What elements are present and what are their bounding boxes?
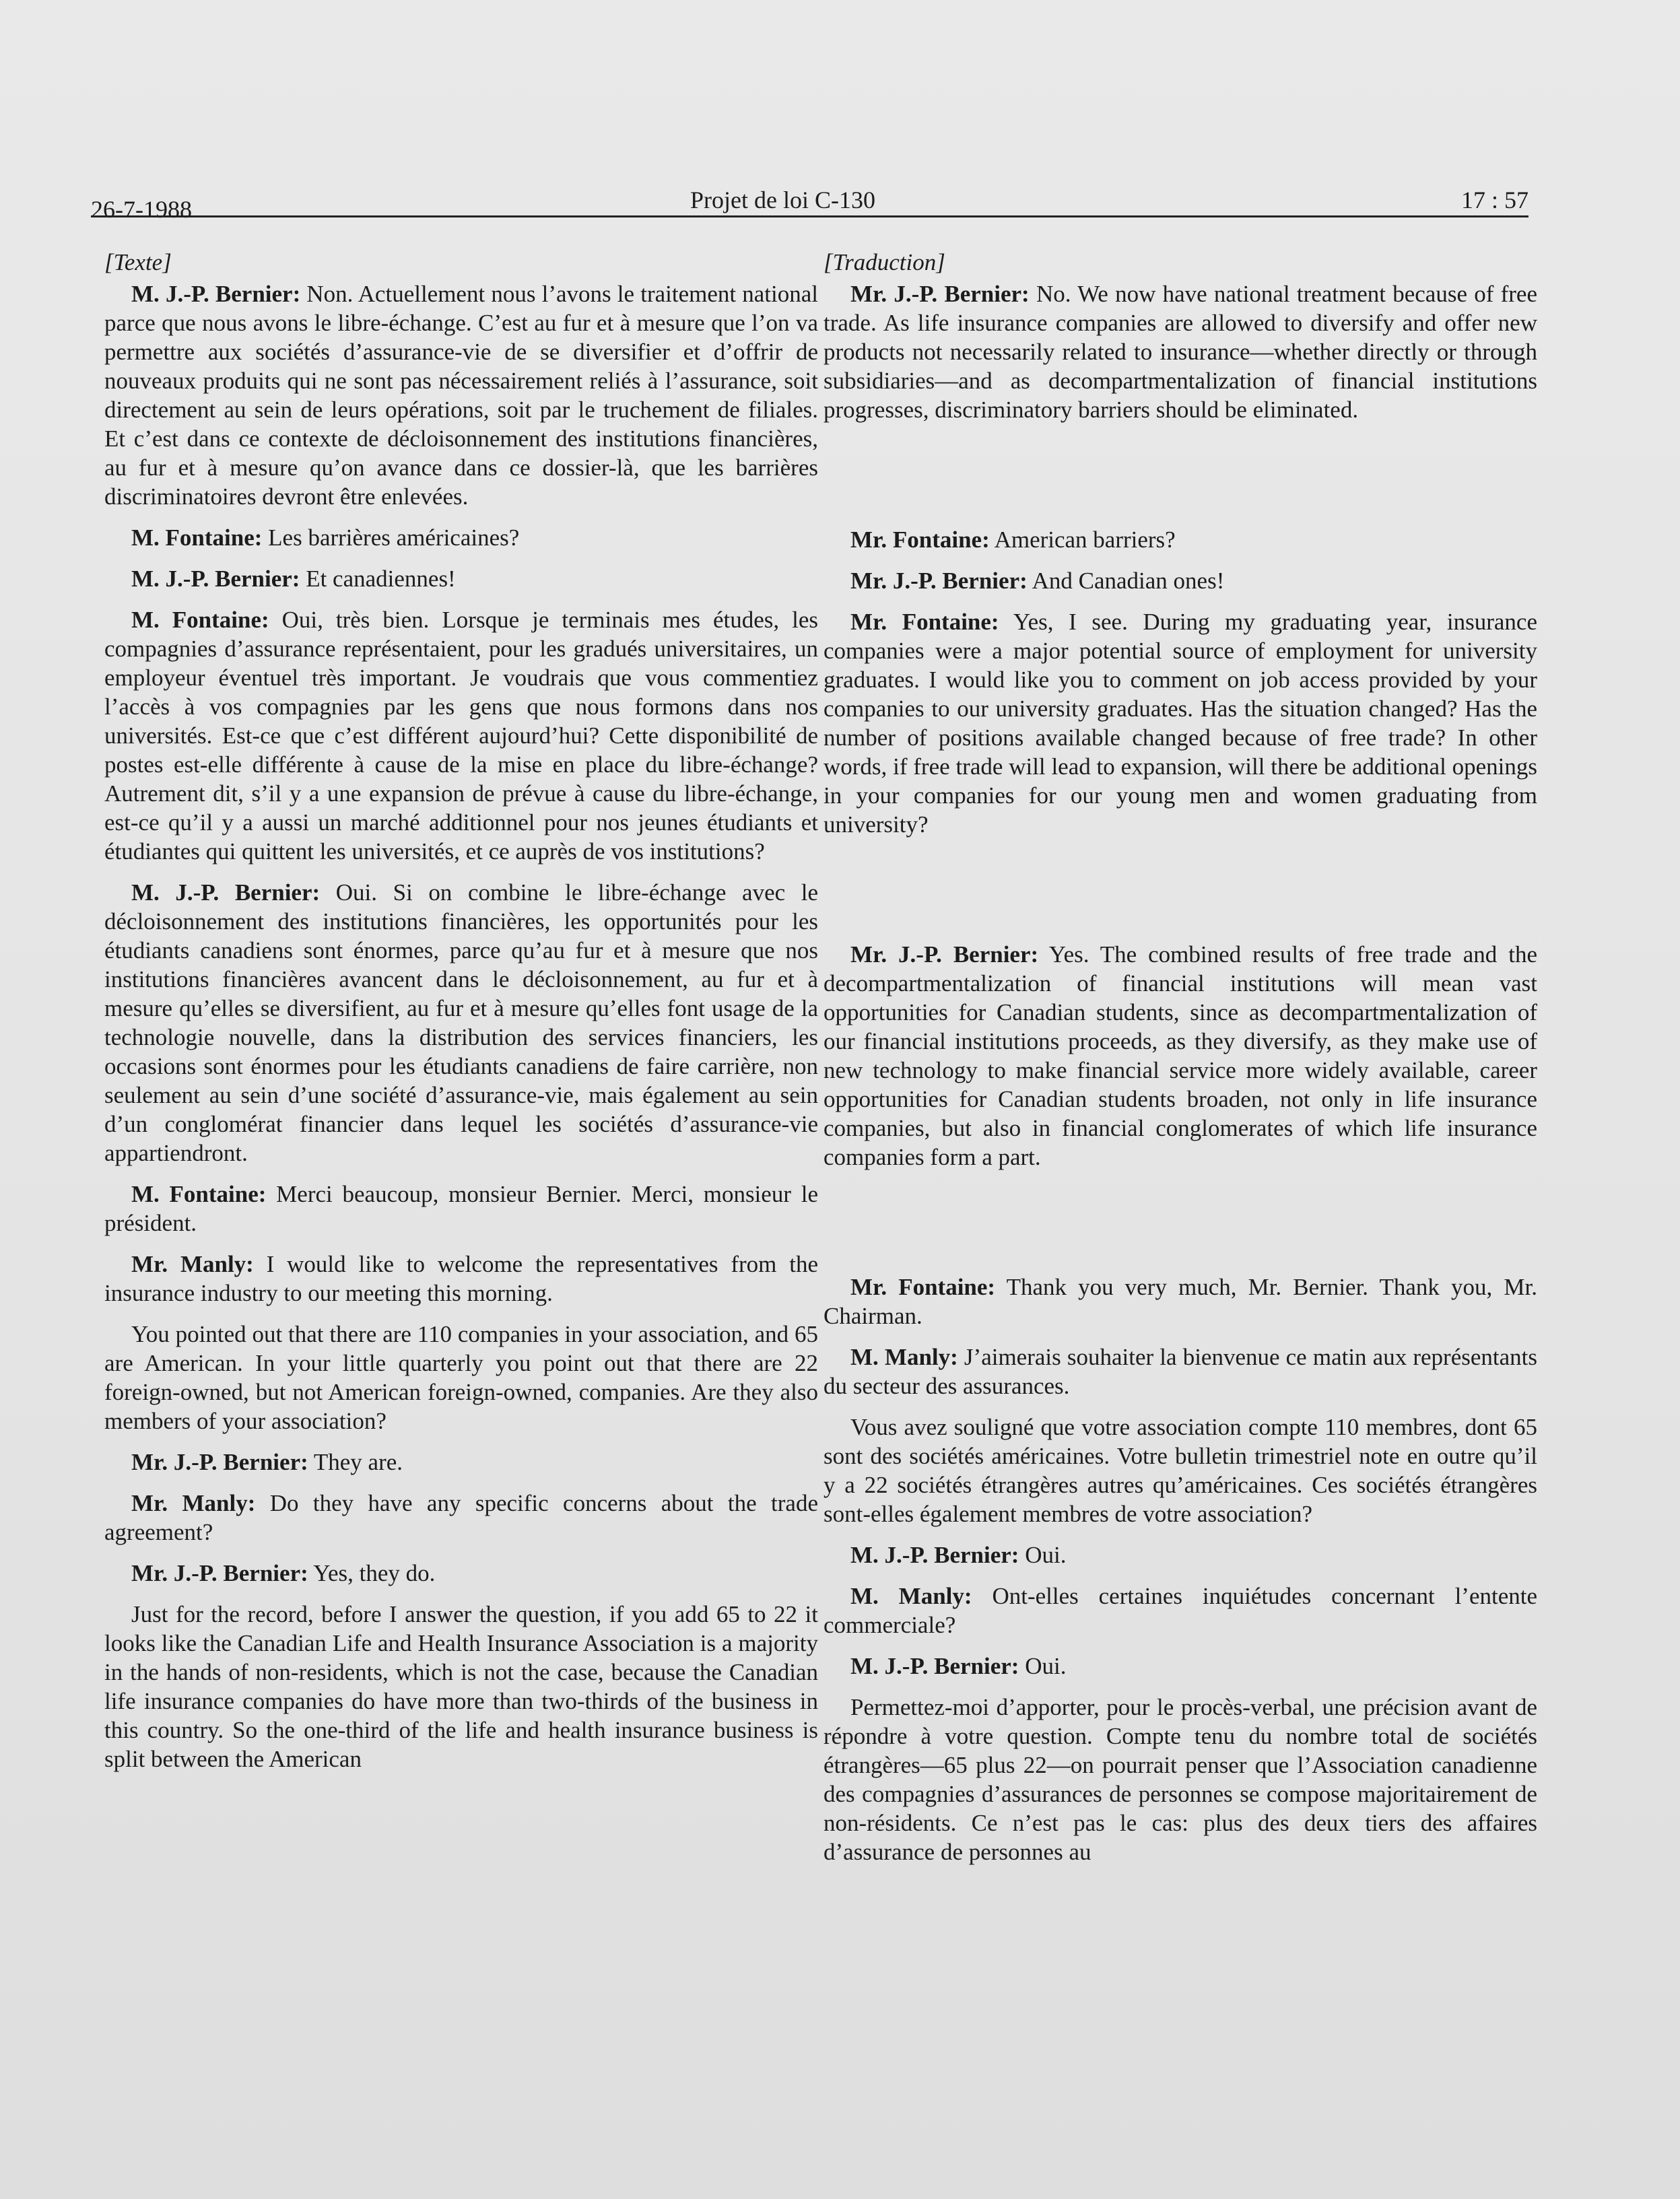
paragraph-text: Thank you very much, Mr. Bernier. Thank you, Mr. Chairman.	[824, 1274, 1537, 1329]
header-page-number: 17 : 57	[1460, 187, 1528, 213]
paragraph-text: Oui.	[1019, 1653, 1067, 1679]
paragraph-text: Vous avez souligné que votre association compte 110 membres, dont 65 sont des sociétés américaines. Votre bulletin trimestriel note en outre qu’il y a 22 sociétés étrangères autres qu’américaines. Ces sociétés étrangères sont-elles également membres de votre association?	[824, 1414, 1537, 1527]
left-column	[104, 248, 818, 1773]
paragraph-text: Oui.	[1019, 1542, 1067, 1568]
paragraph	[104, 523, 818, 552]
paragraph	[104, 564, 818, 593]
paragraph	[104, 605, 818, 866]
paragraph	[824, 279, 1537, 424]
paragraph	[104, 1448, 818, 1477]
paragraph-text: Yes, I see. During my graduating year, insurance companies were a major potential source of employment for university graduates. I would like you to comment on job access provided by your companies to our university graduates. Has the situation changed? Has the number of positions available changed because of free trade? In other words, if free trade will lead to expansion, will there be additional openings in your companies for our young men and women graduating from university?	[824, 609, 1537, 838]
paragraph-text: Oui, très bien. Lorsque je terminais mes études, les compagnies d’assurance représentaient, pour les gradués universitaires, un employeur éventuel très important. Je voudrais que vous commentiez l’accès à vos compagnies par les gens que nous formons dans nos universités. Est-ce que c’est différent aujourd’hui? Cette disponibilité de postes est-elle différente à cause de la mise en place du libre-échange? Autrement dit, s’il y a une expansion de prévue à cause du libre-échange, est-ce qu’il y a aussi un marché additionnel pour nos jeunes étudiants et étudiantes qui quittent les universités, et ce auprès de vos institutions?	[104, 607, 818, 865]
paragraph-text: J’aimerais souhaiter la bienvenue ce matin aux représentants du secteur des assurances.	[824, 1344, 1537, 1399]
page-header	[91, 182, 1528, 225]
speaker: M. Fontaine:	[131, 525, 263, 551]
paragraph	[104, 1559, 818, 1588]
paragraph	[104, 279, 818, 511]
paragraph	[104, 1250, 818, 1308]
header-rule	[91, 215, 1528, 217]
paragraph-text: No. We now have national treatment because of free trade. As life insurance companies are allowed to diversify and offer new products not necessarily related to insurance—whether directly or through subsidiaries—and as decompartmentalization of financial institutions progresses, discriminatory barriers should be eliminated.	[824, 281, 1537, 423]
paragraph	[104, 878, 818, 1168]
paragraph-text: Just for the record, before I answer the question, if you add 65 to 22 it looks like the Canadian Life and Health Insurance Association is a majority in the hands of non-residents, which is not the case, because the Canadian life insurance companies do have more than two-thirds of the business in this country. So the one-third of the life and health insurance business is split between the American	[104, 1601, 818, 1772]
paragraph	[824, 525, 1537, 554]
paragraph	[824, 566, 1537, 595]
paragraph	[824, 1273, 1537, 1330]
speaker: Mr. J.-P. Bernier:	[850, 568, 1028, 594]
paragraph	[824, 607, 1537, 839]
left-column-marker: [Texte]	[104, 249, 172, 275]
paragraph-text: Permettez-moi d’apporter, pour le procès-verbal, une précision avant de répondre à votre question. Compte tenu du nombre total de sociétés étrangères—65 plus 22—on pourrait penser que l’Association canadienne des compagnies d’assurances de personnes se compose majoritairement de non-résidents. Ce n’est pas le cas: plus des deux tiers des affaires d’assurance de personnes au	[824, 1694, 1537, 1865]
paragraph	[824, 1693, 1537, 1866]
speaker: M. Fontaine:	[131, 1181, 267, 1207]
paragraph	[824, 1413, 1537, 1528]
speaker: M. Manly:	[850, 1583, 972, 1609]
right-column-marker: [Traduction]	[824, 249, 945, 275]
speaker: M. J.-P. Bernier:	[131, 281, 301, 307]
right-column	[824, 248, 1537, 1866]
paragraph-text: Yes, they do.	[308, 1560, 436, 1586]
paragraph-text: Yes. The combined results of free trade and the decompartmentalization of financial institutions will mean vast opportunities for Canadian students, since as decompartmentalization of our financial institutions proceeds, as they diversify, as they make use of new technology to make financial service more widely available, career opportunities for Canadian students broaden, not only in life insurance companies, but also in financial conglomerates of which life insurance companies form a part.	[824, 941, 1537, 1170]
paragraph-text: American barriers?	[989, 527, 1176, 553]
speaker: Mr. Manly:	[131, 1251, 254, 1277]
header-title: Projet de loi C-130	[690, 187, 875, 213]
paragraph-text: You pointed out that there are 110 companies in your association, and 65 are American. In your little quarterly you point out that there are 22 foreign-owned, but not American foreign-owned, companies. Are they also members of your association?	[104, 1321, 818, 1434]
paragraph	[104, 1320, 818, 1435]
speaker: M. J.-P. Bernier:	[850, 1542, 1019, 1568]
paragraph-text: Les barrières américaines?	[262, 525, 520, 551]
speaker: M. J.-P. Bernier:	[131, 879, 321, 906]
paragraph	[824, 1652, 1537, 1681]
paragraph-text: They are.	[308, 1449, 403, 1475]
speaker: Mr. J.-P. Bernier:	[131, 1449, 308, 1475]
speaker: Mr. Fontaine:	[850, 1274, 996, 1300]
speaker: Mr. Fontaine:	[850, 527, 990, 553]
paragraph-text: I would like to welcome the representatives from the insurance industry to our meeting this morning.	[104, 1251, 818, 1306]
header-date: 26-7-1988	[91, 196, 192, 223]
paragraph-text: Do they have any specific concerns about the trade agreement?	[104, 1490, 818, 1545]
speaker: Mr. J.-P. Bernier:	[131, 1560, 308, 1586]
paragraph-text: Non. Actuellement nous l’avons le traitement national parce que nous avons le libre-échange. C’est au fur et à mesure que l’on va permettre aux sociétés d’assurance-vie de se diversifier et d’offrir de nouveaux produits qui ne sont pas nécessairement reliés à l’assurance, soit directement au sein de leurs opérations, soit par le truchement de filiales. Et c’est dans ce contexte de décloisonnement des institutions financières, au fur et à mesure qu’on avance dans ce dossier-là, que les barrières discriminatoires devront être enlevées.	[104, 281, 818, 510]
paragraph-text: Ont-elles certaines inquiétudes concernant l’entente commerciale?	[824, 1583, 1537, 1638]
paragraph-text: Et canadiennes!	[300, 566, 456, 592]
speaker: M. Manly:	[850, 1344, 958, 1370]
paragraph-text: Oui. Si on combine le libre-échange avec le décloisonnement des institutions financières, les opportunités pour les étudiants canadiens sont énormes, parce qu’au fur et à mesure que nos institutions financières avancent dans le décloisonnement, au fur et à mesure qu’elles se diversifient, au fur et à mesure qu’elles font usage de la technologie nouvelle, dans la distribution des services financiers, les occasions sont énormes pour les étudiants canadiens de faire carrière, non seulement au sein d’une société d’assurance-vie, mais également au sein d’un conglomérat financier dans lequel les sociétés d’assurance-vie appartiendront.	[104, 879, 819, 1166]
paragraph	[104, 1180, 818, 1238]
paragraph	[824, 1541, 1537, 1569]
paragraph	[104, 1600, 818, 1773]
speaker: Mr. J.-P. Bernier:	[850, 281, 1030, 307]
paragraph	[824, 1343, 1537, 1400]
paragraph	[824, 940, 1537, 1172]
paragraph-text: Merci beaucoup, monsieur Bernier. Merci, monsieur le président.	[104, 1181, 818, 1236]
speaker: Mr. Fontaine:	[850, 609, 999, 635]
paragraph	[824, 1582, 1537, 1639]
speaker: M. J.-P. Bernier:	[131, 566, 300, 592]
speaker: Mr. Manly:	[131, 1490, 256, 1516]
speaker: Mr. J.-P. Bernier:	[850, 941, 1039, 968]
paragraph	[104, 1489, 818, 1547]
paragraph-text: And Canadian ones!	[1027, 568, 1225, 594]
speaker: M. J.-P. Bernier:	[850, 1653, 1019, 1679]
speaker: M. Fontaine:	[131, 607, 269, 633]
